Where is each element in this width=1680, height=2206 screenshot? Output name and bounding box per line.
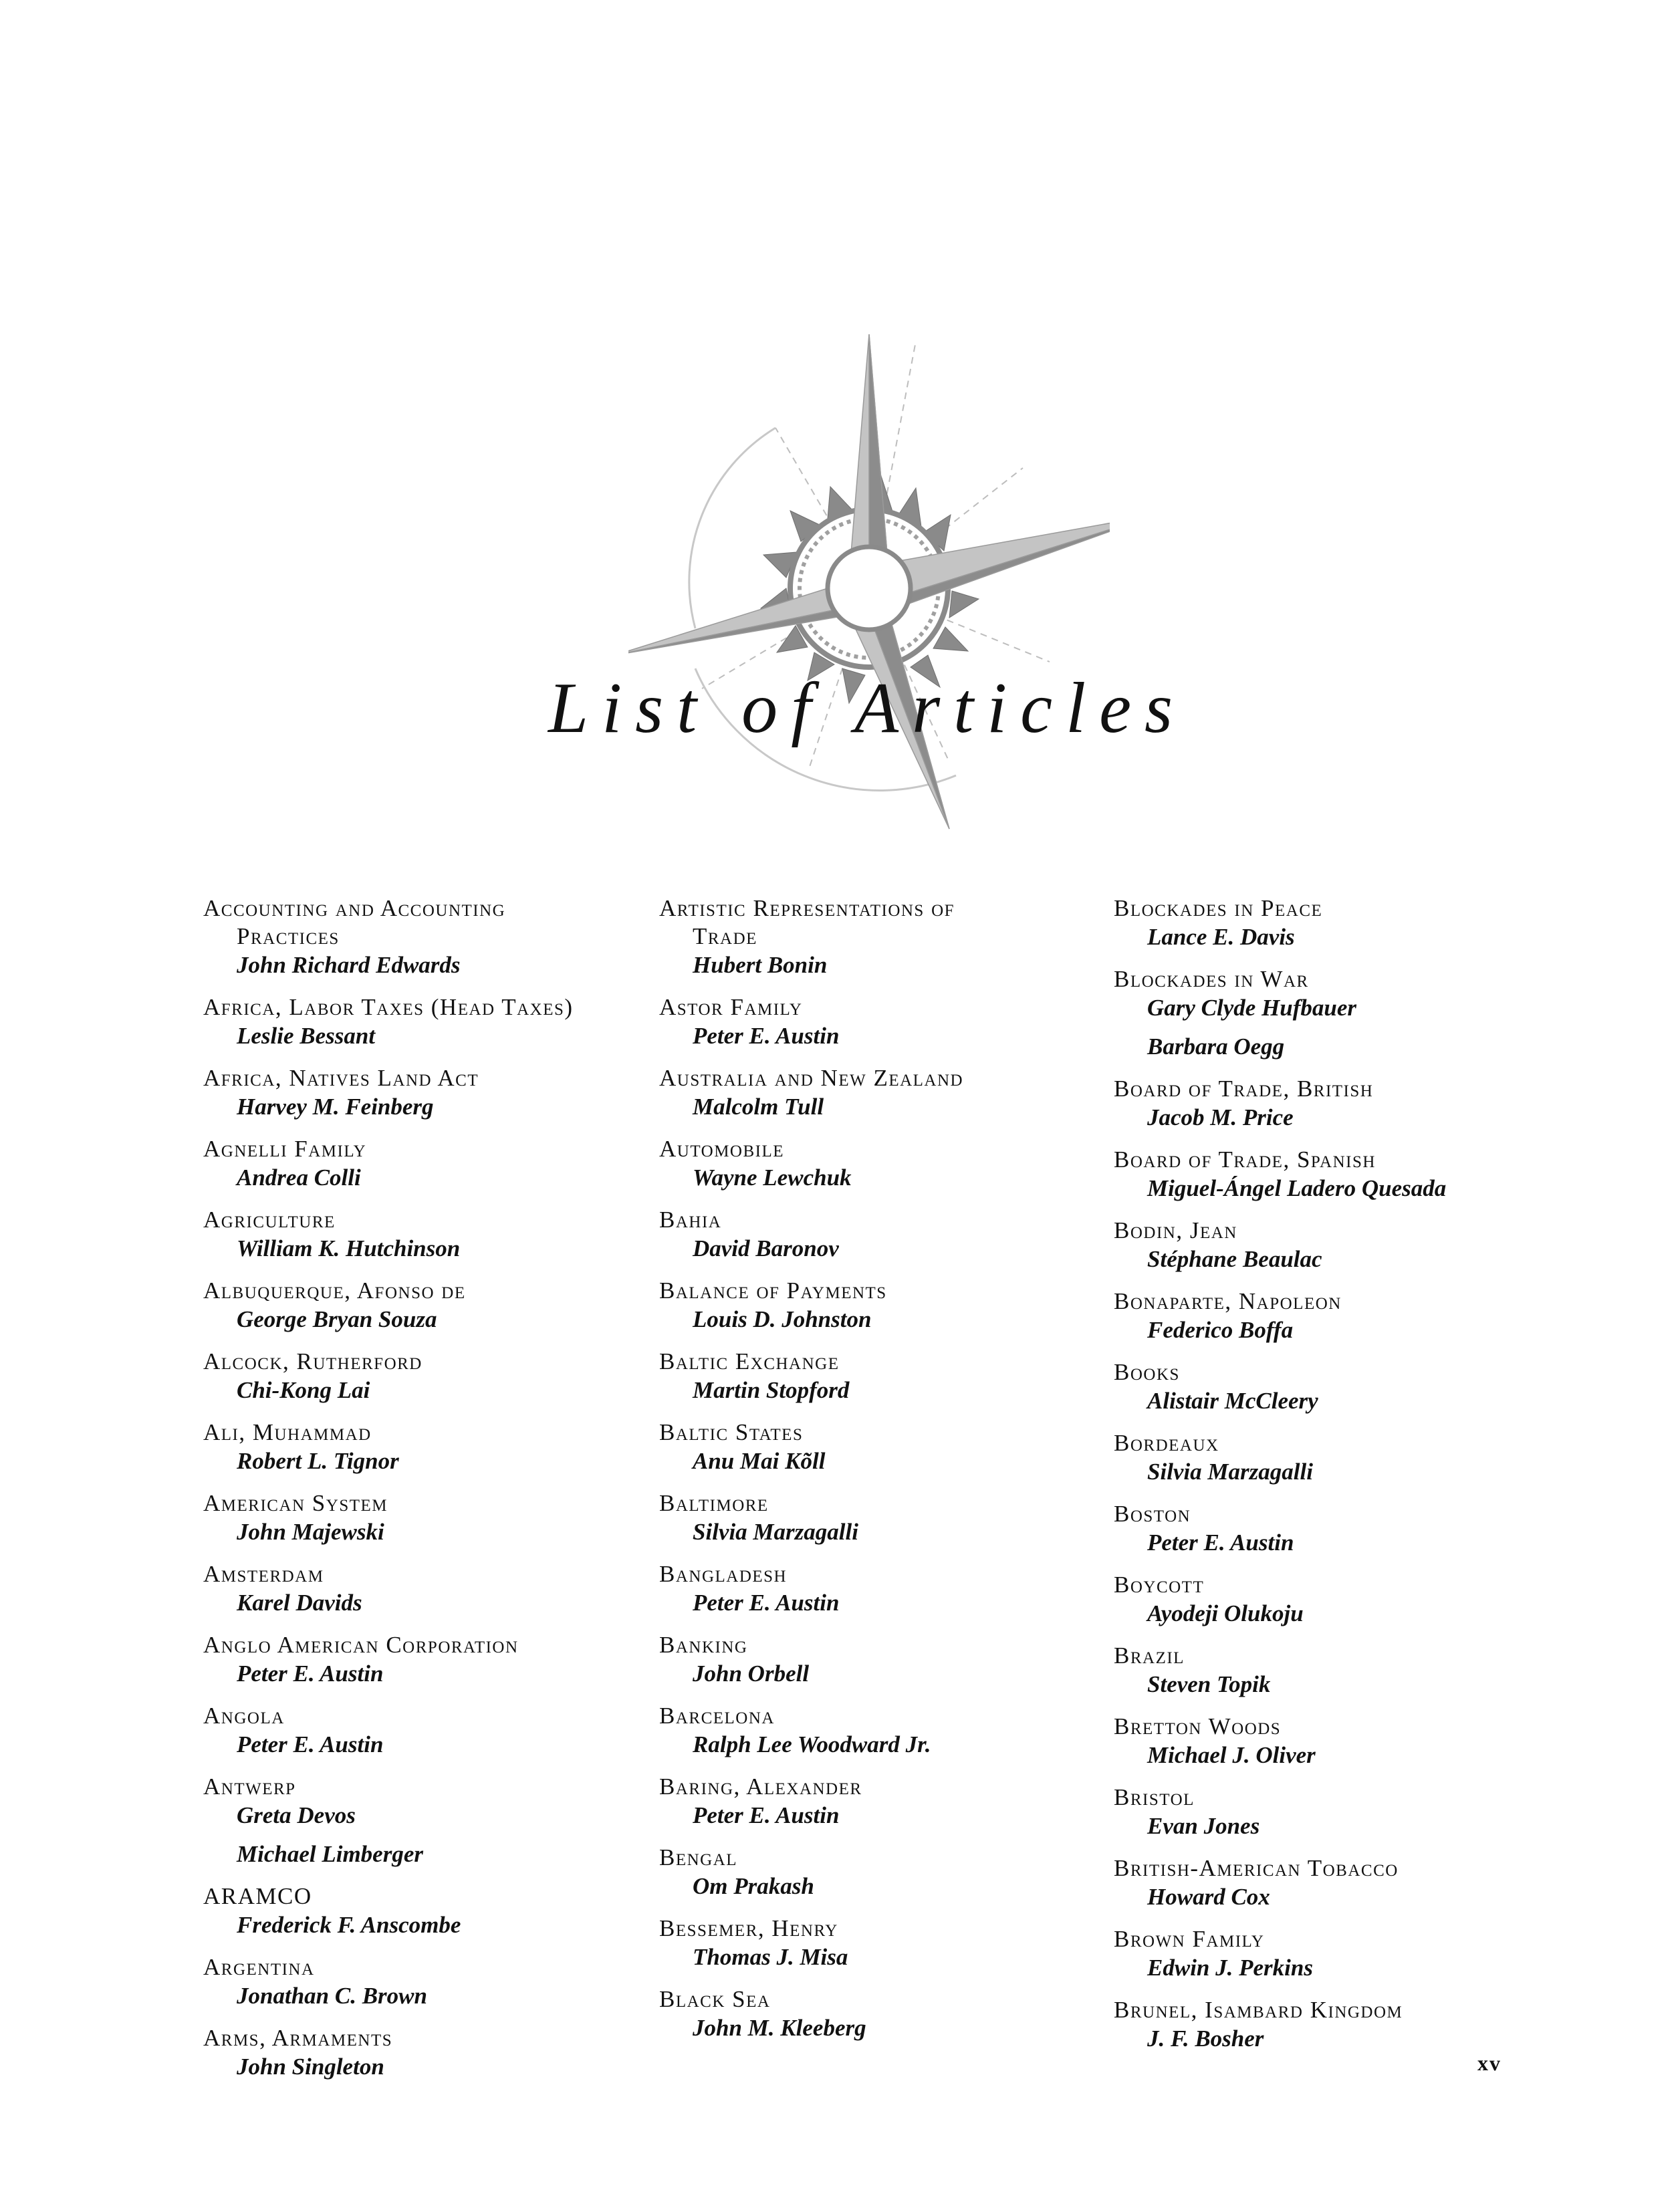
article-topic: Amsterdam <box>203 1561 324 1587</box>
article-author: Thomas J. Misa <box>693 1944 848 1970</box>
article-author: Peter E. Austin <box>693 1590 840 1616</box>
article-author: John Singleton <box>237 2054 384 2080</box>
article-topic: Blockades in Peace <box>1114 895 1323 921</box>
article-topic: Angola <box>203 1703 285 1729</box>
article-topic: Baring, Alexander <box>659 1773 862 1800</box>
article-entry <box>1114 1784 1582 1841</box>
article-entry <box>659 1348 1127 1405</box>
article-topic: Antwerp <box>203 1773 296 1800</box>
article-author: John Majewski <box>237 1519 384 1545</box>
article-topic: Balance of Payments <box>659 1277 887 1304</box>
article-entry <box>203 1882 671 1940</box>
article-author: Michael J. Oliver <box>1147 1742 1316 1768</box>
article-entry <box>203 1348 671 1405</box>
article-author: Martin Stopford <box>693 1377 850 1403</box>
article-author: Anu Mai Kõll <box>693 1448 826 1474</box>
article-entry <box>203 1206 671 1263</box>
article-author: Evan Jones <box>1147 1813 1260 1839</box>
article-author: Federico Boffa <box>1147 1317 1294 1343</box>
article-entry <box>659 1631 1127 1689</box>
article-topic: Africa, Labor Taxes (Head Taxes) <box>203 994 574 1020</box>
article-topic: Board of Trade, British <box>1114 1076 1374 1102</box>
article-entry <box>1114 1217 1582 1274</box>
article-entry <box>659 1206 1127 1263</box>
article-topic: Boycott <box>1114 1572 1205 1598</box>
article-entry <box>659 1489 1127 1547</box>
article-author: Chi-Kong Lai <box>237 1377 370 1403</box>
article-topic: Board of Trade, Spanish <box>1114 1146 1376 1173</box>
article-entry <box>659 1560 1127 1618</box>
article-entry <box>659 1773 1127 1830</box>
article-topic: Bangladesh <box>659 1561 788 1587</box>
article-topic: Australia and New Zealand <box>659 1065 964 1091</box>
article-entry <box>659 1702 1127 1759</box>
article-topic: Brunel, Isambard Kingdom <box>1114 1997 1403 2023</box>
article-author: Hubert Bonin <box>693 952 828 978</box>
article-author: Wayne Lewchuk <box>693 1165 852 1191</box>
article-topic: Argentina <box>203 1954 315 1980</box>
article-entry <box>1114 1713 1582 1770</box>
article-topic: Artistic Representations of <box>659 895 955 921</box>
article-author: Robert L. Tignor <box>237 1448 399 1474</box>
article-topic: Brown Family <box>1114 1926 1265 1952</box>
article-author: Peter E. Austin <box>237 1731 384 1757</box>
article-topic: Blockades in War <box>1114 966 1309 992</box>
article-author: George Bryan Souza <box>237 1306 437 1332</box>
article-entry <box>1114 1358 1582 1416</box>
article-topic: Albuquerque, Afonso de <box>203 1277 466 1304</box>
article-entry <box>659 1277 1127 1334</box>
article-entry <box>203 1277 671 1334</box>
article-author: Peter E. Austin <box>693 1802 840 1828</box>
article-entry <box>203 1953 671 2011</box>
article-topic: Bristol <box>1114 1784 1195 1810</box>
article-author: David Baronov <box>693 1235 839 1261</box>
article-entry <box>659 894 1127 980</box>
article-topic: Agriculture <box>203 1207 336 1233</box>
article-topic: Ali, Muhammad <box>203 1419 372 1445</box>
article-entry <box>203 1489 671 1547</box>
article-topic: Automobile <box>659 1136 785 1162</box>
article-topic: Agnelli Family <box>203 1136 367 1162</box>
article-topic: Banking <box>659 1632 748 1658</box>
article-entry <box>659 1844 1127 1901</box>
article-author: Greta Devos <box>237 1802 356 1828</box>
article-author: Frederick F. Anscombe <box>237 1912 461 1938</box>
article-topic: Bengal <box>659 1844 738 1870</box>
article-entry <box>203 1560 671 1618</box>
article-author: J. F. Bosher <box>1147 2026 1264 2052</box>
article-entry <box>1114 965 1582 1062</box>
article-entry <box>203 894 671 980</box>
article-author: Stéphane Beaulac <box>1147 1246 1322 1272</box>
article-topic: American System <box>203 1490 388 1516</box>
article-author: Barbara Oegg <box>1147 1033 1285 1060</box>
article-author: Michael Limberger <box>237 1841 423 1867</box>
article-entry <box>1114 1288 1582 1345</box>
article-topic: Brazil <box>1114 1642 1185 1669</box>
article-topic: Anglo American Corporation <box>203 1632 519 1658</box>
article-author: Karel Davids <box>237 1590 362 1616</box>
article-author: Lance E. Davis <box>1147 924 1295 950</box>
article-column-3 <box>1114 894 1582 2067</box>
article-author: Alistair McCleery <box>1147 1388 1318 1414</box>
article-author: Steven Topik <box>1147 1671 1271 1697</box>
article-entry <box>1114 1075 1582 1132</box>
article-author: John Richard Edwards <box>237 952 461 978</box>
article-author: Ayodeji Olukoju <box>1147 1600 1304 1626</box>
article-column-2 <box>659 894 1127 2056</box>
page-number: xv <box>1477 2051 1502 2075</box>
article-topic: Bretton Woods <box>1114 1713 1282 1739</box>
article-entry <box>203 1135 671 1193</box>
article-author: John M. Kleeberg <box>693 2015 866 2041</box>
article-author: Peter E. Austin <box>1147 1529 1294 1556</box>
article-topic: Boston <box>1114 1501 1191 1527</box>
article-author: Andrea Colli <box>237 1165 361 1191</box>
article-entry <box>659 1064 1127 1122</box>
article-topic: Accounting and Accounting <box>203 895 506 921</box>
article-topic: British-American Tobacco <box>1114 1855 1399 1881</box>
article-entry <box>1114 894 1582 952</box>
article-topic: Bonaparte, Napoleon <box>1114 1288 1342 1314</box>
article-author: Harvey M. Feinberg <box>237 1094 434 1120</box>
article-entry <box>203 2024 671 2082</box>
article-topic: Books <box>1114 1359 1180 1385</box>
article-entry <box>1114 1571 1582 1628</box>
article-author: Gary Clyde Hufbauer <box>1147 995 1357 1021</box>
article-entry <box>659 1915 1127 1972</box>
article-topic: Bahia <box>659 1207 722 1233</box>
article-entry <box>1114 1642 1582 1699</box>
article-entry <box>203 1064 671 1122</box>
article-author: Miguel-Ángel Ladero Quesada <box>1147 1175 1447 1201</box>
article-author: Jacob M. Price <box>1147 1104 1294 1130</box>
article-author: Howard Cox <box>1147 1884 1270 1910</box>
article-topic: Bessemer, Henry <box>659 1915 838 1941</box>
article-entry <box>1114 1925 1582 1983</box>
article-topic: Black Sea <box>659 1986 771 2012</box>
article-topic: Bordeaux <box>1114 1430 1219 1456</box>
article-author: Jonathan C. Brown <box>237 1983 427 2009</box>
article-entry <box>1114 1146 1582 1203</box>
article-author: Edwin J. Perkins <box>1147 1955 1313 1981</box>
article-topic: Barcelona <box>659 1703 775 1729</box>
article-entry <box>1114 1854 1582 1912</box>
article-author: Peter E. Austin <box>693 1023 840 1049</box>
article-topic: Alcock, Rutherford <box>203 1348 423 1374</box>
article-entry <box>659 993 1127 1051</box>
page-title: List of Articles <box>548 668 1187 748</box>
article-author: William K. Hutchinson <box>237 1235 461 1261</box>
article-entry <box>659 1135 1127 1193</box>
article-author: John Orbell <box>693 1661 810 1687</box>
article-entry <box>203 1419 671 1476</box>
article-entry <box>203 1631 671 1689</box>
article-column-1 <box>203 894 671 2095</box>
article-topic: Baltic Exchange <box>659 1348 840 1374</box>
article-topic: Baltic States <box>659 1419 804 1445</box>
article-entry <box>203 1773 671 1869</box>
article-author: Ralph Lee Woodward Jr. <box>693 1731 931 1757</box>
article-topic: ARAMCO <box>203 1883 312 1909</box>
article-topic: Arms, Armaments <box>203 2025 393 2051</box>
article-entry <box>203 993 671 1051</box>
article-entry <box>659 1419 1127 1476</box>
article-topic: Bodin, Jean <box>1114 1217 1237 1243</box>
article-entry <box>659 1985 1127 2043</box>
article-author: Om Prakash <box>693 1873 814 1899</box>
article-topic: Africa, Natives Land Act <box>203 1065 479 1091</box>
compass-rose-illustration <box>628 334 1110 849</box>
article-entry <box>203 1702 671 1759</box>
article-entry <box>1114 1996 1582 2054</box>
article-author: Silvia Marzagalli <box>1147 1459 1313 1485</box>
article-topic: Astor Family <box>659 994 803 1020</box>
article-topic: Practices <box>237 923 340 949</box>
article-entry <box>1114 1429 1582 1487</box>
article-entry <box>1114 1500 1582 1558</box>
article-author: Louis D. Johnston <box>693 1306 872 1332</box>
article-author: Silvia Marzagalli <box>693 1519 858 1545</box>
article-author: Leslie Bessant <box>237 1023 376 1049</box>
article-author: Malcolm Tull <box>693 1094 824 1120</box>
article-topic: Baltimore <box>659 1490 769 1516</box>
article-author: Peter E. Austin <box>237 1661 384 1687</box>
article-topic: Trade <box>693 923 757 949</box>
